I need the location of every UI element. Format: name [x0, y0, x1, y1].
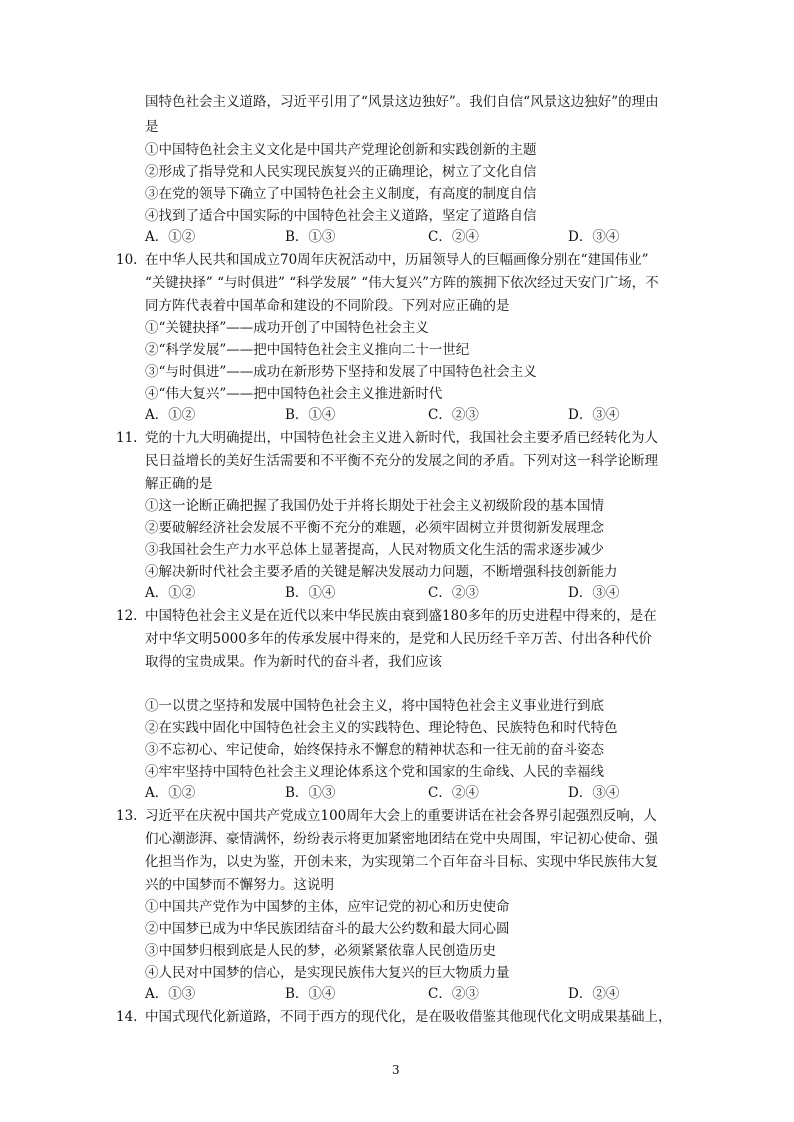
statement: ③“与时俱进”——成功在新形势下坚持和发展了中国特色社会主义	[145, 364, 537, 380]
option-a[interactable]: A．①②	[145, 407, 196, 423]
question-text-line: 化担当作为，以史为鉴，开创未来，为实现第二个百年奋斗目标、实现中华民族伟大复	[145, 854, 658, 870]
statement: ①一以贯之坚持和发展中国特色社会主义，将中国特色社会主义事业进行到底	[145, 698, 604, 714]
question-text-line: 取得的宝贵成果。作为新时代的奋斗者，我们应该	[145, 654, 442, 670]
question-text-line: 民日益增长的美好生活需要和不平衡不充分的发展之间的矛盾。下列对这一科学论断理	[145, 453, 658, 469]
question-number: 14.	[116, 1009, 138, 1025]
statement: ①中国共产党作为中国梦的主体，应牢记党的初心和历史使命	[145, 899, 510, 915]
option-b[interactable]: B．①③	[285, 229, 336, 245]
option-c[interactable]: C．②③	[428, 585, 479, 601]
statement: ④“伟大复兴”——把中国特色社会主义推进新时代	[145, 386, 443, 402]
question-number: 10.	[116, 252, 138, 268]
statement: ①“关键抉择”——成功开创了中国特色社会主义	[145, 320, 429, 336]
option-d[interactable]: D．③④	[568, 229, 620, 245]
option-a[interactable]: A．①②	[145, 785, 196, 801]
question-number: 12.	[116, 608, 138, 624]
statement: ②在实践中固化中国特色社会主义的实践特色、理论特色、民族特色和时代特色	[145, 720, 618, 736]
intro-text-line: 是	[145, 119, 159, 135]
question-text-line: 习近平在庆祝中国共产党成立100周年大会上的重要讲话在社会各界引起强烈反响，人	[145, 808, 657, 824]
option-d[interactable]: D．③④	[568, 785, 620, 801]
statement: ①中国特色社会主义文化是中国共产党理论创新和实践创新的主题	[145, 142, 537, 158]
question-text-line: 兴的中国梦而不懈努力。这说明	[145, 877, 334, 893]
statement: ②“科学发展”——把中国特色社会主义推向二十一世纪	[145, 342, 470, 358]
option-a[interactable]: A．①②	[145, 585, 196, 601]
statement: ④找到了适合中国实际的中国特色社会主义道路，坚定了道路自信	[145, 208, 537, 224]
answer-options	[145, 405, 665, 425]
question-text-line: 们心潮澎湃、豪情满怀，纷纷表示将更加紧密地团结在党中央周围，牢记初心使命、强	[145, 831, 658, 847]
statement: ④解决新时代社会主要矛盾的关键是解决发展动力问题，不断增强科技创新能力	[145, 564, 618, 580]
statement: ④牢牢坚持中国特色社会主义理论体系这个党和国家的生命线、人民的幸福线	[145, 764, 604, 780]
question-text-line: 在中华人民共和国成立70周年庆祝活动中，历届领导人的巨幅画像分别在“建国伟业”	[145, 252, 649, 268]
statement: ②中国梦已成为中华民族团结奋斗的最大公约数和最大同心圆	[145, 921, 510, 937]
option-a[interactable]: A．①③	[145, 986, 196, 1002]
answer-options	[145, 583, 665, 603]
option-d[interactable]: D．②④	[568, 986, 620, 1002]
question-text-line: 中国特色社会主义是在近代以来中华民族由衰到盛180多年的历史进程中得来的，是在	[145, 608, 657, 624]
statement: ①这一论断正确把握了我国仍处于并将长期处于社会主义初级阶段的基本国情	[145, 498, 604, 514]
question-text-line: 党的十九大明确提出，中国特色社会主义进入新时代，我国社会主要矛盾已经转化为人	[145, 430, 658, 446]
option-b[interactable]: B．①③	[285, 785, 336, 801]
page-number: 3	[392, 1063, 400, 1077]
option-c[interactable]: C．②④	[428, 229, 479, 245]
statement: ②要破解经济社会发展不平衡不充分的难题，必须牢固树立并贯彻新发展理念	[145, 520, 604, 536]
question-text-line: 同方阵代表着中国革命和建设的不同阶段。下列对应正确的是	[145, 298, 510, 314]
option-c[interactable]: C．②③	[428, 407, 479, 423]
answer-options	[145, 783, 665, 803]
question-text-line: 解正确的是	[145, 476, 213, 492]
question-text-line: 对中华文明5000多年的传承发展中得来的，是党和人民历经千辛万苦、付出各种代价	[145, 631, 652, 647]
option-a[interactable]: A．①②	[145, 229, 196, 245]
answer-options	[145, 227, 665, 247]
question-text-line: 中国式现代化新道路，不同于西方的现代化，是在吸收借鉴其他现代化文明成果基础上，	[145, 1009, 672, 1025]
statement: ②形成了指导党和人民实现民族复兴的正确理论，树立了文化自信	[145, 164, 537, 180]
question-number: 13.	[116, 808, 138, 824]
option-c[interactable]: C．②③	[428, 986, 479, 1002]
statement: ③在党的领导下确立了中国特色社会主义制度，有高度的制度自信	[145, 186, 537, 202]
option-c[interactable]: C．②④	[428, 785, 479, 801]
option-b[interactable]: B．①④	[285, 407, 336, 423]
intro-text-line: 国特色社会主义道路，习近平引用了“风景这边独好”。我们自信“风景这边独好”的理由	[145, 94, 659, 110]
statement: ③我国社会生产力水平总体上显著提高，人民对物质文化生活的需求逐步减少	[145, 542, 604, 558]
answer-options	[145, 984, 665, 1004]
statement: ③不忘初心、牢记使命，始终保持永不懈怠的精神状态和一往无前的奋斗姿态	[145, 742, 604, 758]
statement: ④人民对中国梦的信心，是实现民族伟大复兴的巨大物质力量	[145, 965, 510, 981]
option-b[interactable]: B．①④	[285, 585, 336, 601]
question-number: 11.	[116, 430, 138, 446]
option-d[interactable]: D．③④	[568, 407, 620, 423]
option-b[interactable]: B．①④	[285, 986, 336, 1002]
statement: ③中国梦归根到底是人民的梦，必须紧紧依靠人民创造历史	[145, 943, 496, 959]
question-text-line: “关键抉择” “与时俱进” “科学发展” “伟大复兴”方阵的簇拥下依次经过天安门广场，不	[145, 275, 659, 291]
option-d[interactable]: D．③④	[568, 585, 620, 601]
